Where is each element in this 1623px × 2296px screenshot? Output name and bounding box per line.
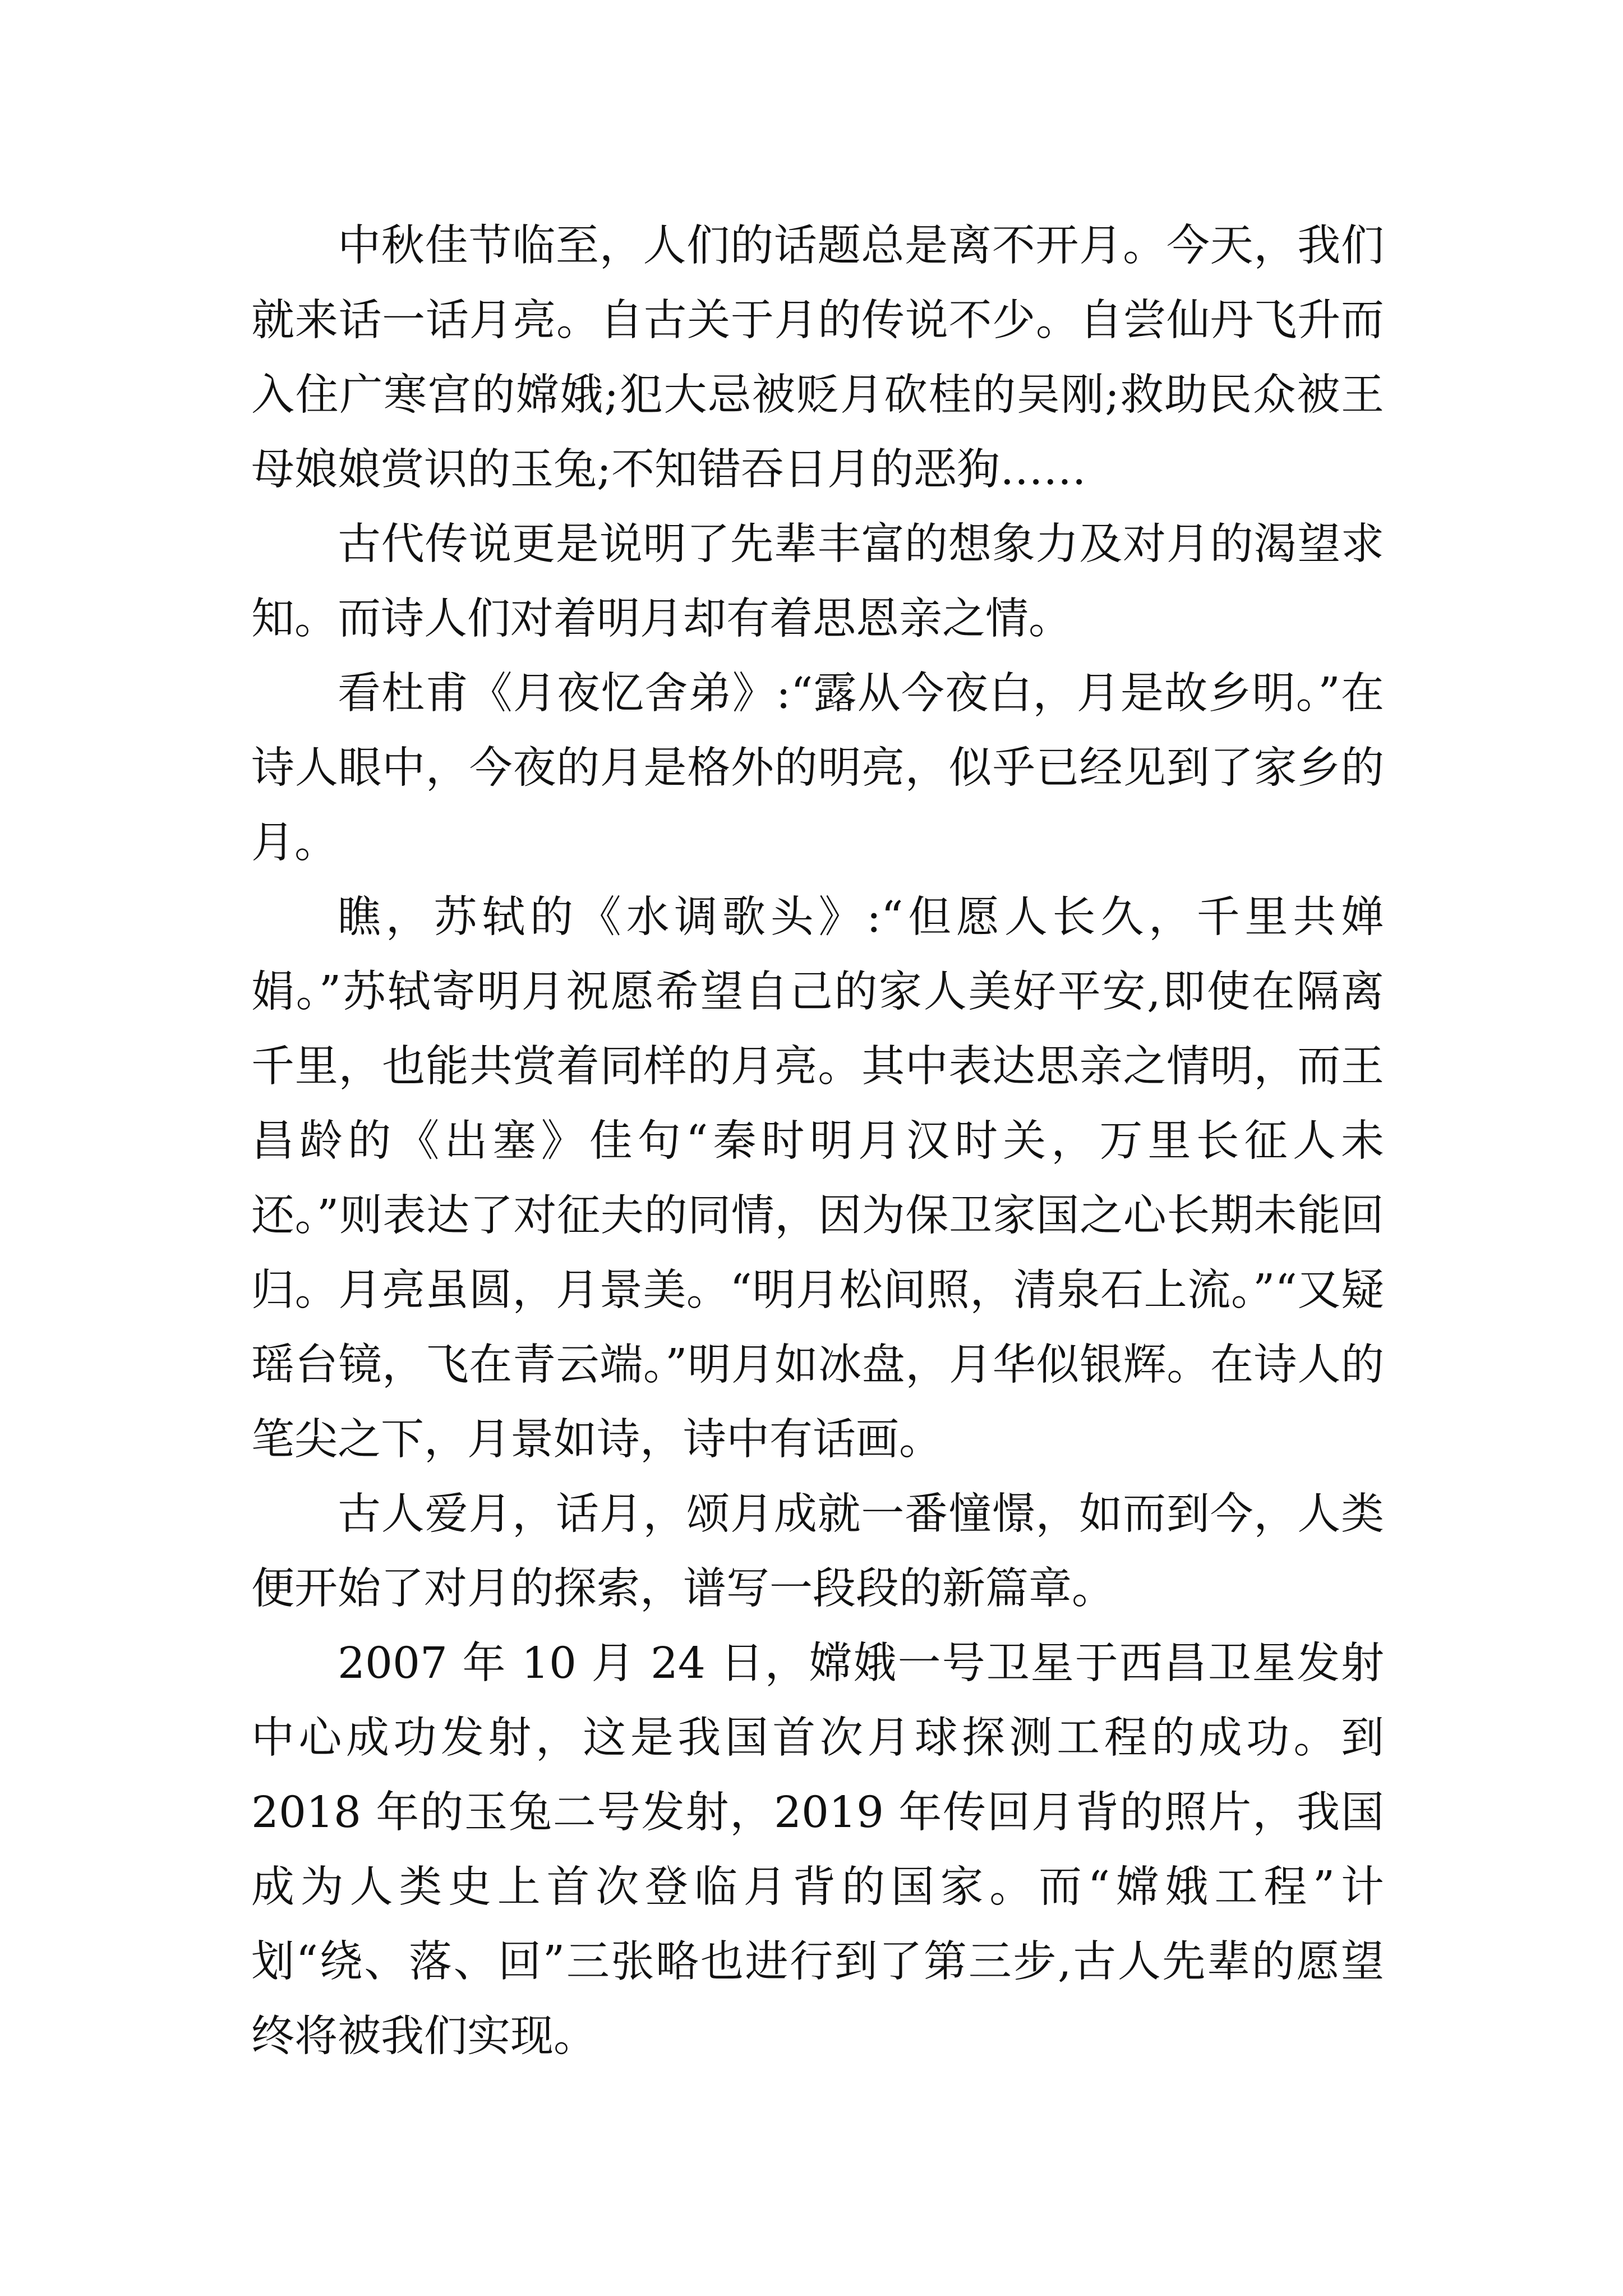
paragraph-exploration: 古人爱月，话月，颂月成就一番憧憬，如而到今，人类便开始了对月的探索，谱写一段段的新篇章。 <box>251 1489 1384 1614</box>
paragraph-ancient-legends: 古代传说更是说明了先辈丰富的想象力及对月的渴望求知。而诗人们对着明月却有着思恩亲之情。 <box>251 519 1384 644</box>
paragraph-su-shi: 瞧，苏轼的《水调歌头》:“但愿人长久，千里共婵娟。”苏轼寄明月祝愿希望自己的家人美好平安,即使在隔离千里，也能共赏着同样的月亮。其中表达思亲之情明，而王昌龄的《出塞》佳句“秦时明月汉时关，万里长征人未还。”则表达了对征夫的同情，因为保卫家国之心长期未能回归。月亮虽圆，月景美。“明月松间照，清泉石上流。”“又疑瑶台镜，飞在青云端。”明月如冰盘，月华似银辉。在诗人的笔尖之下，月景如诗，诗中有话画。 <box>251 892 1384 1465</box>
document-body <box>251 209 1384 2074</box>
paragraph-chang-e-legends: 中秋佳节临至，人们的话题总是离不开月。今天，我们就来话一话月亮。自古关于月的传说不少。自尝仙丹飞升而入住广寒宫的嫦娥;犯大忌被贬月砍桂的吴刚;救助民众被王母娘娘赏识的玉兔;不知错吞日月的恶狗…… <box>251 221 1384 495</box>
paragraph-du-fu: 看杜甫《月夜忆舍弟》:“露从今夜白，月是故乡明。”在诗人眼中，今夜的月是格外的明亮，似乎已经见到了家乡的月。 <box>251 669 1384 868</box>
paragraph-chang-e-program: 2007 年 10 月 24 日，嫦娥一号卫星于西昌卫星发射中心成功发射，这是我国首次月球探测工程的成功。到 2018 年的玉兔二号发射，2019 年传回月背的照片，我国成为人类史上首次登临月背的国家。而“嫦娥工程”计划“绕、落、回”三张略也进行到了第三步,古人先辈的愿望终将被我们实现。 <box>251 1639 1384 2062</box>
